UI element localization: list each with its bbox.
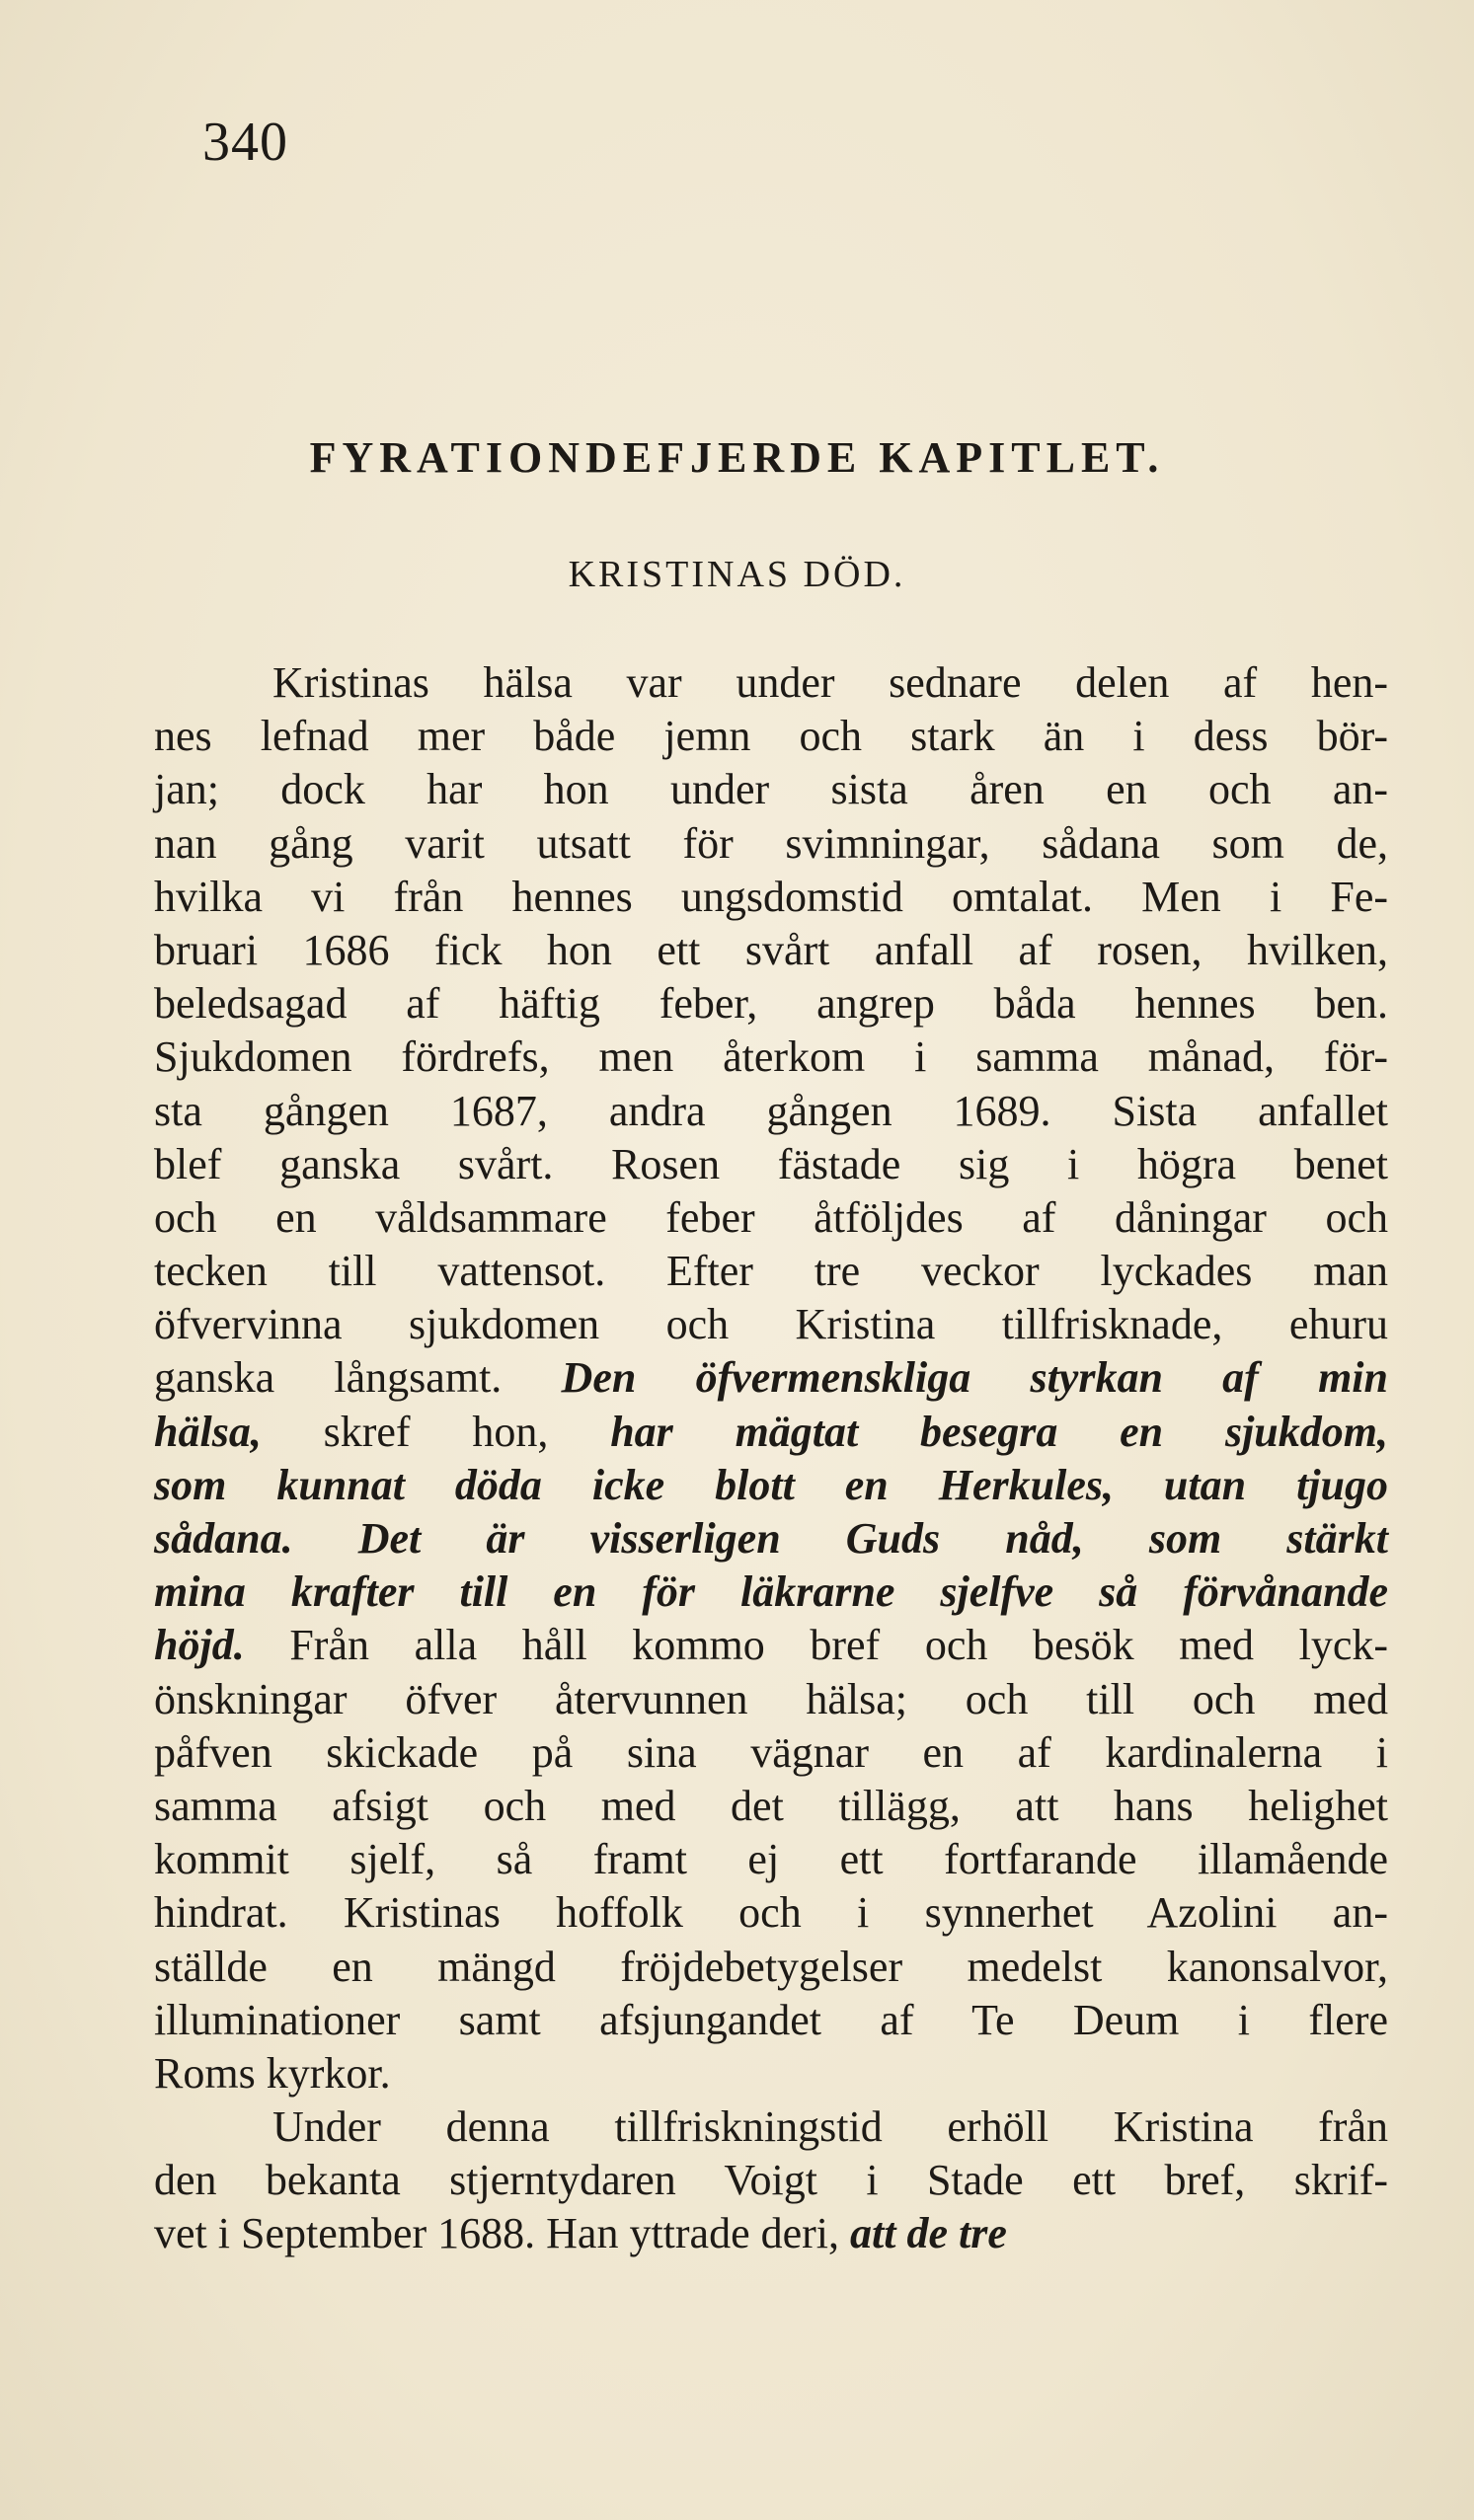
- text-line: [154, 977, 1388, 1031]
- italic-text: mina krafter till en för läkrarne sjelfve så förvånande: [154, 1567, 1388, 1617]
- text-line: [154, 1833, 1388, 1886]
- text-run: den bekanta stjerntydaren Voigt i Stade ett bref, skrif-: [154, 2156, 1388, 2205]
- text-line: [154, 924, 1388, 977]
- text-line: [154, 871, 1388, 924]
- text-run: Under denna tillfriskningstid erhöll Kristina från: [272, 2102, 1388, 2152]
- text-line: [154, 1459, 1388, 1512]
- text-run: Roms kyrkor.: [154, 2048, 391, 2098]
- text-run: kommit sjelf, så framt ej ett fortfarande illamående: [154, 1835, 1388, 1884]
- paragraph: [154, 2100, 1388, 2261]
- chapter-heading: FYRATIONDEFJERDE KAPITLET.: [309, 433, 1165, 482]
- text-line: [154, 710, 1388, 763]
- text-run: jan; dock har hon under sista åren en och an-: [154, 765, 1388, 814]
- text-run: nan gång varit utsatt för svimningar, sådana som de,: [154, 818, 1388, 868]
- text-run: nes lefnad mer både jemn och stark än i dess bör-: [154, 712, 1388, 761]
- paragraph: [154, 656, 1388, 2100]
- text-line: [154, 1994, 1388, 2047]
- text-run: påfven skickade på sina vägnar en af kardinalerna i: [154, 1727, 1388, 1777]
- text-run: bruari 1686 fick hon ett svårt anfall af rosen, hvilken,: [154, 925, 1388, 974]
- chapter-subtitle: KRISTINAS DÖD.: [568, 554, 906, 595]
- text-run: hvilka vi från hennes ungsdomstid omtalat. Men i Fe-: [154, 872, 1388, 921]
- text-run: ställde en mängd fröjdebetygelser medelst kanonsalvor,: [154, 1942, 1388, 1991]
- text-line: [154, 1406, 1388, 1459]
- text-run: beledsagad af häftig feber, angrep båda hennes ben.: [154, 979, 1388, 1029]
- italic-text: höjd.: [154, 1621, 245, 1670]
- text-line: [154, 656, 1388, 710]
- text-line: [154, 2154, 1388, 2207]
- text-line: [154, 1351, 1388, 1405]
- text-run: Sjukdomen fördrefs, men återkom i samma månad, för-: [154, 1032, 1388, 1082]
- text-run: vet i September 1688. Han yttrade deri,: [154, 2209, 851, 2258]
- italic-text: hälsa,: [154, 1407, 262, 1456]
- italic-text: som kunnat döda icke blott en Herkules, utan tjugo: [154, 1460, 1388, 1509]
- text-run: sta gången 1687, andra gången 1689. Sista anfallet: [154, 1086, 1388, 1135]
- italic-text: har mägtat besegra en sjukdom,: [610, 1407, 1388, 1456]
- text-line: [154, 1941, 1388, 1994]
- text-run: och en våldsammare feber åtföljdes af dåningar och: [154, 1192, 1388, 1242]
- text-run: illuminationer samt afsjungandet af Te Deum i flere: [154, 1995, 1388, 2044]
- text-line: [154, 1673, 1388, 1726]
- text-line: [154, 1085, 1388, 1138]
- text-run: blef ganska svårt. Rosen fästade sig i högra benet: [154, 1139, 1388, 1188]
- text-line: [154, 1726, 1388, 1780]
- text-run: ganska långsamt.: [154, 1353, 562, 1403]
- italic-text: Den öfvermenskliga styrkan af min: [561, 1353, 1388, 1403]
- text-run: skref hon,: [261, 1407, 611, 1456]
- text-line: [154, 1245, 1388, 1298]
- text-run: öfvervinna sjukdomen och Kristina tillfrisknade, ehuru: [154, 1300, 1388, 1349]
- text-line: [154, 1619, 1388, 1672]
- text-run: önskningar öfver återvunnen hälsa; och till och med: [154, 1674, 1388, 1723]
- italic-text: sådana. Det är visserligen Guds nåd, som stärkt: [154, 1514, 1388, 1563]
- text-line: [154, 1565, 1388, 1619]
- text-line: [154, 817, 1388, 871]
- text-run: hindrat. Kristinas hoffolk och i synnerhet Azolini an-: [154, 1888, 1388, 1938]
- text-run: samma afsigt och med det tillägg, att hans helighet: [154, 1781, 1388, 1830]
- text-line: [154, 763, 1388, 816]
- text-line: [154, 1780, 1388, 1833]
- body-text: [154, 656, 1388, 2261]
- text-line: [154, 1298, 1388, 1351]
- text-line: [154, 2100, 1388, 2154]
- italic-text: att de tre: [850, 2209, 1007, 2258]
- text-line: [154, 1886, 1388, 1940]
- text-run: tecken till vattensot. Efter tre veckor lyckades man: [154, 1247, 1388, 1296]
- text-run: Från alla håll kommo bref och besök med lyck-: [244, 1621, 1388, 1670]
- text-line: [154, 2047, 1388, 2100]
- text-run: Kristinas hälsa var under sednare delen af hen-: [272, 658, 1388, 707]
- text-line: [154, 1138, 1388, 1191]
- text-line: [154, 1512, 1388, 1565]
- text-line: [154, 2207, 1388, 2260]
- text-line: [154, 1031, 1388, 1084]
- page-number: 340: [202, 112, 288, 173]
- text-line: [154, 1191, 1388, 1245]
